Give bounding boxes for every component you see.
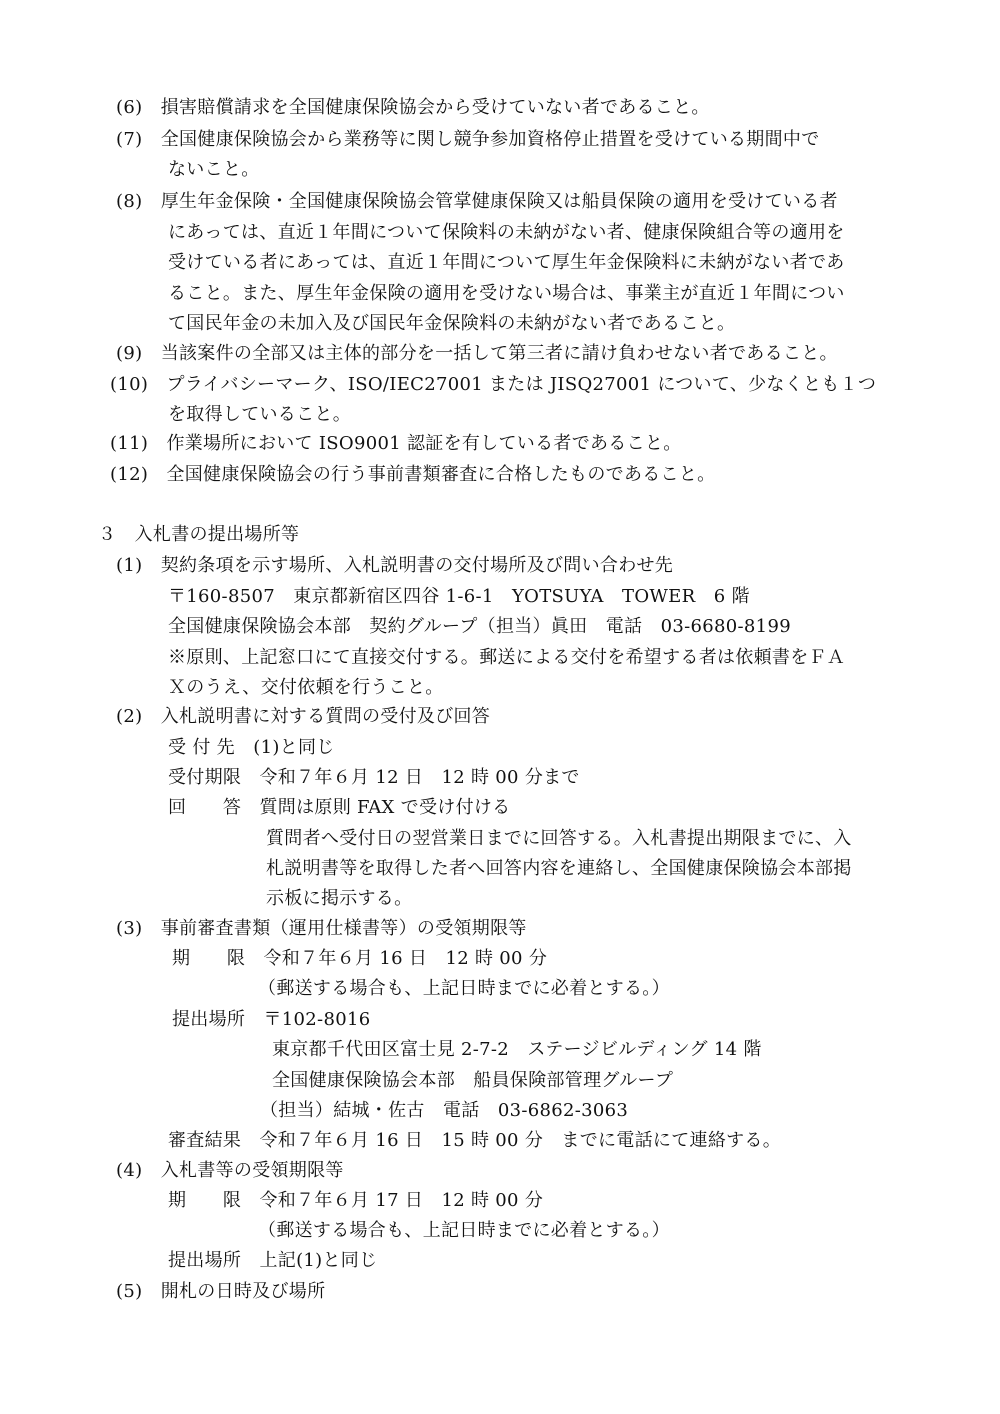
item-8-cont: 受けている者にあっては、直近１年間について厚生年金保険料に未納がない者であ	[168, 252, 845, 273]
item-9: (9) 当該案件の全部又は主体的部分を一括して第三者に請け負わせない者であること。	[116, 343, 838, 364]
item-12: (12) 全国健康保険協会の行う事前書類審査に合格したものであること。	[110, 464, 716, 485]
sub-2: (2) 入札説明書に対する質問の受付及び回答	[116, 706, 491, 727]
period-line: 期 限 令和７年６月 16 日 12 時 00 分	[172, 948, 548, 969]
sub-5: (5) 開札の日時及び場所	[116, 1281, 326, 1302]
address-line-2: 東京都千代田区富士見 2-7-2 ステージビルディング 14 階	[272, 1039, 762, 1060]
answer-cont: 示板に掲示する。	[266, 888, 413, 909]
contact-line-2: （担当）結城・佐古 電話 03-6862-3063	[260, 1100, 629, 1121]
submission-place-line-2: 提出場所 上記(1)と同じ	[168, 1250, 378, 1271]
mail-note: （郵送する場合も、上記日時までに必着とする。）	[258, 978, 670, 999]
item-8-cont: て国民年金の未加入及び国民年金保険料の未納がない者であること。	[168, 313, 736, 334]
section-3-heading: ３ 入札書の提出場所等	[98, 524, 300, 545]
item-8: (8) 厚生年金保険・全国健康保険協会管掌健康保険又は船員保険の適用を受けている者	[116, 191, 838, 212]
item-7-cont: ないこと。	[168, 159, 260, 180]
receiver-line: 受 付 先 (1)と同じ	[168, 737, 335, 758]
item-8-cont: にあっては、直近１年間について保険料の未納がない者、健康保険組合等の適用を	[168, 222, 845, 243]
item-7: (7) 全国健康保険協会から業務等に関し競争参加資格停止措置を受けている期間中で	[116, 129, 820, 150]
period-line-2: 期 限 令和７年６月 17 日 12 時 00 分	[168, 1190, 544, 1211]
sub-4: (4) 入札書等の受領期限等	[116, 1160, 344, 1181]
answer-cont: 札説明書等を取得した者へ回答内容を連絡し、全国健康保険協会本部掲	[266, 858, 852, 879]
item-6: (6) 損害賠償請求を全国健康保険協会から受けていない者であること。	[116, 97, 710, 118]
note-line-cont: Ｘのうえ、交付依頼を行うこと。	[168, 677, 444, 698]
review-result-line: 審査結果 令和７年６月 16 日 15 時 00 分 までに電話にて連絡する。	[168, 1130, 782, 1151]
mail-note-2: （郵送する場合も、上記日時までに必着とする。）	[258, 1220, 670, 1241]
office-line: 全国健康保険協会本部 船員保険部管理グループ	[272, 1070, 674, 1091]
answer-cont: 質問者へ受付日の翌営業日までに回答する。入札書提出期限までに、入	[266, 828, 852, 849]
sub-3: (3) 事前審査書類（運用仕様書等）の受領期限等	[116, 918, 527, 939]
item-11: (11) 作業場所において ISO9001 認証を有している者であること。	[110, 433, 682, 454]
note-line: ※原則、上記窓口にて直接交付する。郵送による交付を希望する者は依頼書をＦＡ	[168, 647, 846, 668]
item-10-cont: を取得していること。	[168, 404, 351, 425]
submission-place-line: 提出場所 〒102-8016	[172, 1009, 371, 1030]
address-line: 〒160-8507 東京都新宿区四谷 1-6-1 YOTSUYA TOWER 6 階	[168, 586, 750, 607]
answer-line: 回 答 質問は原則 FAX で受け付ける	[168, 797, 511, 818]
deadline-line: 受付期限 令和７年６月 12 日 12 時 00 分まで	[168, 767, 580, 788]
sub-1: (1) 契約条項を示す場所、入札説明書の交付場所及び問い合わせ先	[116, 555, 674, 576]
item-10: (10) プライバシーマーク、ISO/IEC27001 または JISQ27001 について、少なくとも１つ	[110, 374, 877, 395]
contact-line: 全国健康保険協会本部 契約グループ（担当）眞田 電話 03-6680-8199	[168, 616, 791, 637]
item-8-cont: ること。また、厚生年金保険の適用を受けない場合は、事業主が直近１年間につい	[168, 283, 845, 304]
